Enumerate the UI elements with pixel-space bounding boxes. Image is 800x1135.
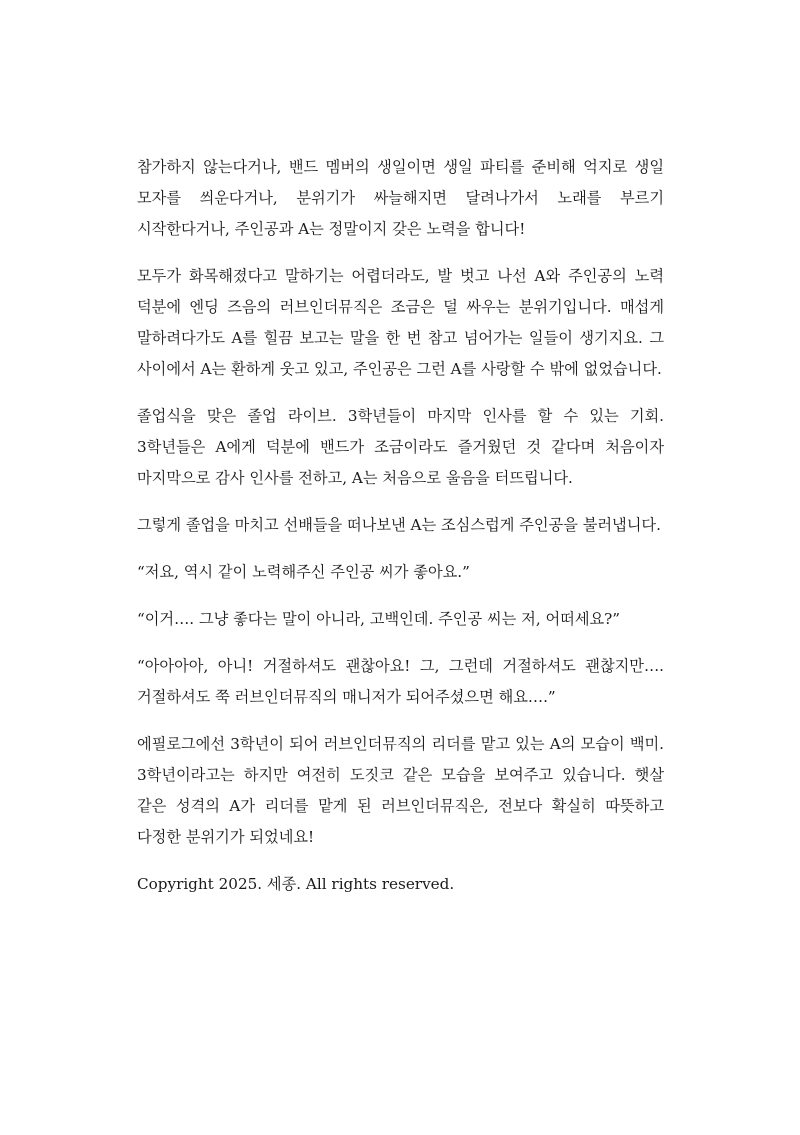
paragraph-efforts: 참가하지 않는다거나, 밴드 멤버의 생일이면 생일 파티를 준비해 억지로 생일 모자를 씌운다거나, 분위기가 싸늘해지면 달려나가서 노래를 부르기 시작한다거나, 주인공과 A는 정말이지 갖은 노력을 합니다! — [137, 158, 664, 238]
paragraph-call-out: 그렇게 졸업을 마치고 선배들을 떠나보낸 A는 조심스럽게 주인공을 불러냅니다. — [137, 516, 661, 534]
paragraph-harmony: 모두가 화목해졌다고 말하기는 어렵더라도, 발 벗고 나선 A와 주인공의 노력 덕분에 엔딩 즈음의 러브인더뮤직은 조금은 덜 싸우는 분위기입니다. 매섭게 말하려다가도 A를 힐끔 보고는 말을 한 번 참고 넘어가는 일들이 생기지요. 그 사이에서 A는 환하게 웃고 있고, 주인공은 그런 A를 사랑할 수 밖에 없었습니다. — [137, 267, 664, 378]
dialogue-line-2: “이거…. 그냥 좋다는 말이 아니라, 고백인데. 주인공 씨는 저, 어떠세요?” — [137, 610, 621, 628]
paragraph-epilogue: 에필로그에선 3학년이 되어 러브인더뮤직의 리더를 맡고 있는 A의 모습이 백미. 3학년이라고는 하지만 여전히 도짓코 같은 모습을 보여주고 있습니다. 햇살 같은 성격의 A가 리더를 맡게 된 러브인더뮤직은, 전보다 확실히 따뜻하고 다정한 분위기가 되었네요! — [137, 735, 664, 846]
copyright-notice: Copyright 2025. 세종. All rights reserved. — [137, 875, 455, 893]
paragraph-graduation: 졸업식을 맞은 졸업 라이브. 3학년들이 마지막 인사를 할 수 있는 기회. 3학년들은 A에게 덕분에 밴드가 조금이라도 즐거웠던 것 같다며 처음이자 마지막으로 감사 인사를 전하고, A는 처음으로 울음을 터뜨립니다. — [137, 407, 664, 487]
dialogue-line-3: “아아아아, 아니! 거절하셔도 괜찮아요! 그, 그런데 거절하셔도 괜찮지만…. 거절하셔도 쭉 러브인더뮤직의 매니저가 되어주셨으면 해요….” — [137, 657, 664, 706]
dialogue-line-1: “저요, 역시 같이 노력해주신 주인공 씨가 좋아요.” — [137, 563, 470, 581]
document-body — [137, 152, 664, 916]
